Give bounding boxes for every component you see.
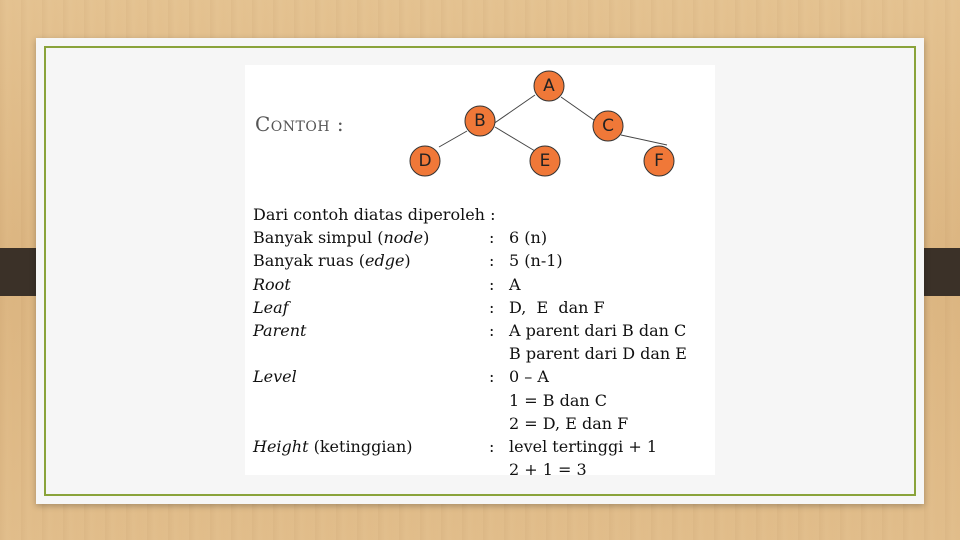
colon-height: : — [489, 437, 495, 457]
colon-leaf: : — [489, 297, 495, 317]
tree-node-b-label: B — [474, 111, 486, 131]
tree-node-e — [530, 146, 560, 176]
value-level-0: 0 – A — [509, 367, 549, 387]
row-level — [253, 365, 687, 435]
value-root: A — [509, 274, 521, 294]
slide-content — [245, 65, 715, 480]
value-banyak-simpul: 6 (n) — [509, 228, 548, 248]
values-leaf — [509, 296, 605, 319]
values-parent — [509, 319, 687, 365]
label-level: Level — [253, 367, 297, 387]
value-leaf: D, E dan F — [509, 297, 605, 317]
colon-banyak-simpul: : — [489, 228, 495, 248]
colon-banyak-ruas: : — [489, 251, 495, 271]
tree-node-a-label: A — [543, 76, 555, 96]
values-banyak-simpul — [509, 226, 547, 249]
tree-node-c — [593, 111, 623, 141]
row-root — [253, 273, 687, 296]
edge-b-e — [495, 127, 535, 151]
value-level-1: 1 = B dan C — [509, 390, 608, 410]
tree-node-f-label: F — [654, 151, 664, 171]
tree-node-d-label: D — [418, 151, 432, 171]
tree-node-b — [465, 106, 495, 136]
label-banyak-ruas-post: ) — [404, 251, 411, 271]
values-height — [509, 435, 657, 481]
tree-diagram — [245, 65, 715, 190]
row-leaf — [253, 296, 687, 319]
properties-intro: Dari contoh diatas diperoleh : — [253, 205, 496, 224]
colon-parent: : — [489, 321, 495, 341]
label-leaf: Leaf — [253, 297, 289, 317]
tree-node-f — [644, 146, 674, 176]
value-parent-1: A parent dari B dan C — [509, 321, 687, 341]
value-banyak-ruas: 5 (n-1) — [509, 251, 563, 271]
label-height-em: Height — [253, 437, 309, 457]
label-banyak-simpul-pre: Banyak simpul ( — [253, 228, 384, 248]
label-banyak-ruas — [253, 249, 489, 272]
colon-level: : — [489, 367, 495, 387]
row-banyak-ruas — [253, 249, 687, 272]
edge-c-f — [621, 135, 667, 145]
value-level-2: 2 = D, E dan F — [509, 413, 629, 433]
tree-node-e-label: E — [539, 151, 551, 171]
label-height — [253, 435, 489, 481]
tree-node-c-label: C — [602, 116, 614, 136]
label-banyak-simpul-post: ) — [423, 228, 430, 248]
label-banyak-simpul — [253, 226, 489, 249]
value-height-1: level tertinggi + 1 — [509, 437, 658, 457]
row-height — [253, 435, 687, 481]
example-heading: Contoh : — [255, 112, 345, 136]
value-parent-2: B parent dari D dan E — [509, 344, 687, 364]
tree-node-d — [410, 146, 440, 176]
label-height-post: (ketinggian) — [308, 437, 413, 457]
label-banyak-simpul-em: node — [383, 228, 424, 248]
colon-root: : — [489, 274, 495, 294]
row-parent — [253, 319, 687, 365]
slide-card — [36, 38, 924, 504]
edge-b-d — [439, 131, 467, 147]
values-level — [509, 365, 628, 435]
label-banyak-ruas-pre: Banyak ruas ( — [253, 251, 365, 271]
label-banyak-ruas-em: edge — [365, 251, 405, 271]
label-root: Root — [253, 274, 291, 294]
value-height-2: 2 + 1 = 3 — [509, 460, 587, 480]
label-parent: Parent — [253, 321, 307, 341]
tree-properties — [253, 203, 687, 481]
values-banyak-ruas — [509, 249, 563, 272]
tree-node-a — [534, 71, 564, 101]
values-root — [509, 273, 521, 296]
row-banyak-simpul — [253, 226, 687, 249]
